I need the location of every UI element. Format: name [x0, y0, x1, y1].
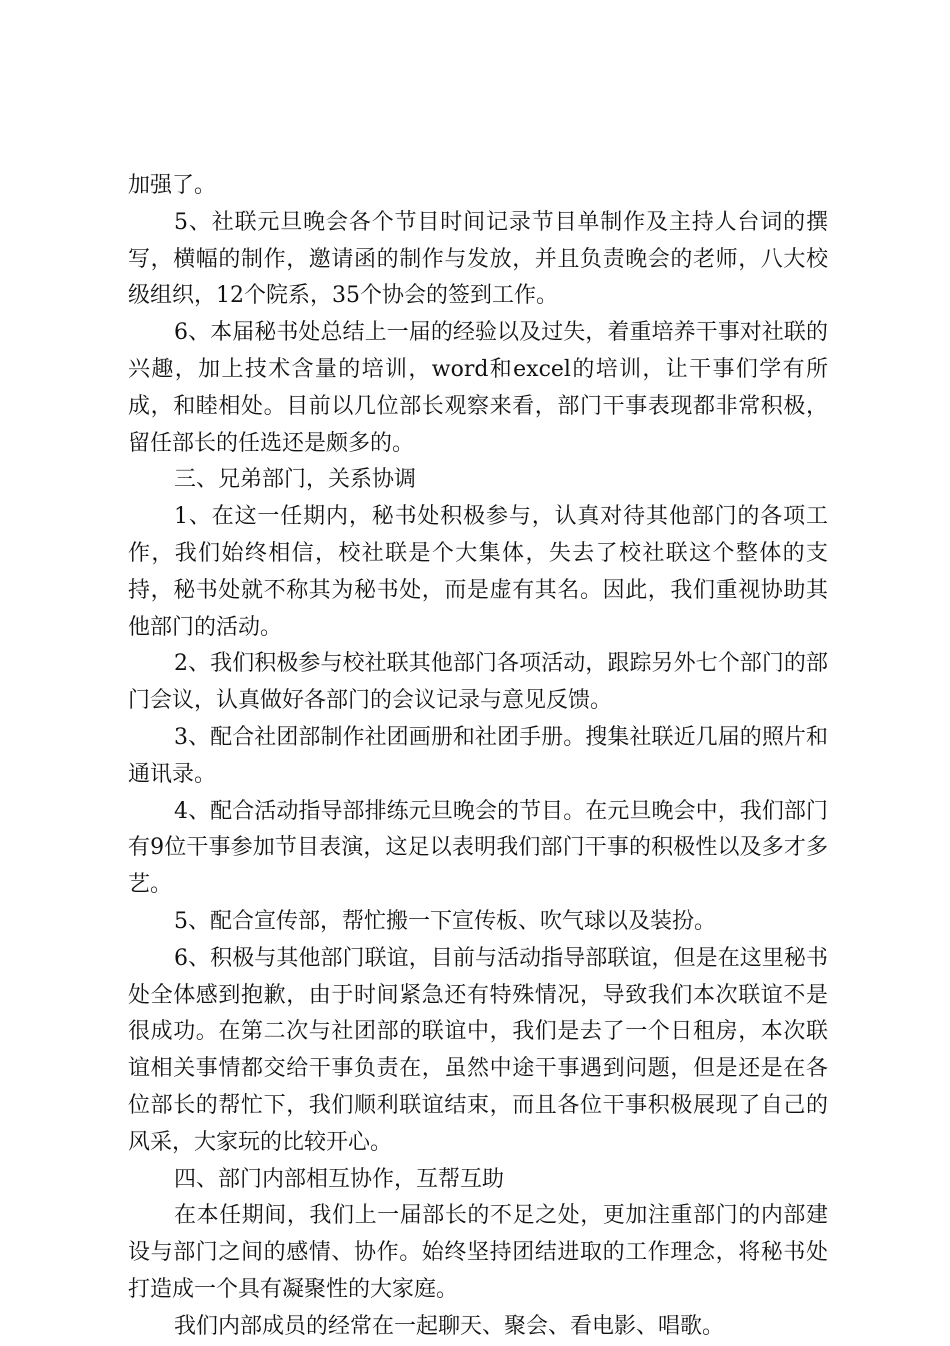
paragraph-item-6-training: 6、本届秘书处总结上一届的经验以及过失，着重培养干事对社联的兴趣，加上技术含量的培训，word和excel的培训，让干事们学有所成，和睦相处。目前以几位部长观察来看，部门干事表现都非常积极，留任部长的任选还是颇多的。 [128, 320, 828, 456]
paragraph-item-6-social: 6、积极与其他部门联谊，目前与活动指导部联谊，但是在这里秘书处全体感到抱歉，由于时间紧急还有特殊情况，导致我们本次联谊不是很成功。在第二次与社团部的联谊中，我们是去了一个日租房，本次联谊相关事情都交给干事负责在，虽然中途干事遇到问题，但是还是在各位部长的帮忙下，我们顺利联谊结束，而且各位干事积极展现了自己的风采，大家玩的比较开心。 [128, 945, 828, 1155]
paragraph-item-5-gala: 5、社联元旦晚会各个节目时间记录节目单制作及主持人台词的撰写，横幅的制作，邀请函的制作与发放，并且负责晚会的老师，八大校级组织，12个院系，35个协会的签到工作。 [128, 209, 828, 309]
section-heading-3: 三、兄弟部门，关系协调 [174, 467, 417, 493]
paragraph-item-1-participation: 1、在这一任期内，秘书处积极参与，认真对待其他部门的各项工作，我们始终相信，校社联是个大集体，失去了校社联这个整体的支持，秘书处就不称其为秘书处，而是虚有其名。因此，我们重视协助其他部门的活动。 [128, 504, 828, 640]
paragraph-item-4-rehearsal: 4、配合活动指导部排练元旦晚会的节目。在元旦晚会中，我们部门有9位干事参加节目表演，这足以表明我们部门干事的积极性以及多才多艺。 [128, 798, 828, 898]
paragraph-internal-activities: 我们内部成员的经常在一起聊天、聚会、看电影、唱歌。 [174, 1313, 725, 1339]
paragraph-item-3-album: 3、配合社团部制作社团画册和社团手册。搜集社联近几届的照片和通讯录。 [128, 724, 828, 787]
section-heading-4: 四、部门内部相互协作，互帮互助 [174, 1166, 505, 1192]
paragraph-item-2-meetings: 2、我们积极参与校社联其他部门各项活动，跟踪另外七个部门的部门会议，认真做好各部门的会议记录与意见反馈。 [128, 651, 828, 714]
paragraph-internal-building: 在本任期间，我们上一届部长的不足之处，更加注重部门的内部建设与部门之间的感情、协作。始终坚持团结进取的工作理念，将秘书处打造成一个具有凝聚性的大家庭。 [128, 1203, 828, 1302]
paragraph-continuation: 加强了。 [128, 173, 217, 198]
paragraph-item-5-publicity: 5、配合宣传部，帮忙搬一下宣传板、吹气球以及装扮。 [174, 908, 716, 934]
document-body [128, 168, 828, 1346]
